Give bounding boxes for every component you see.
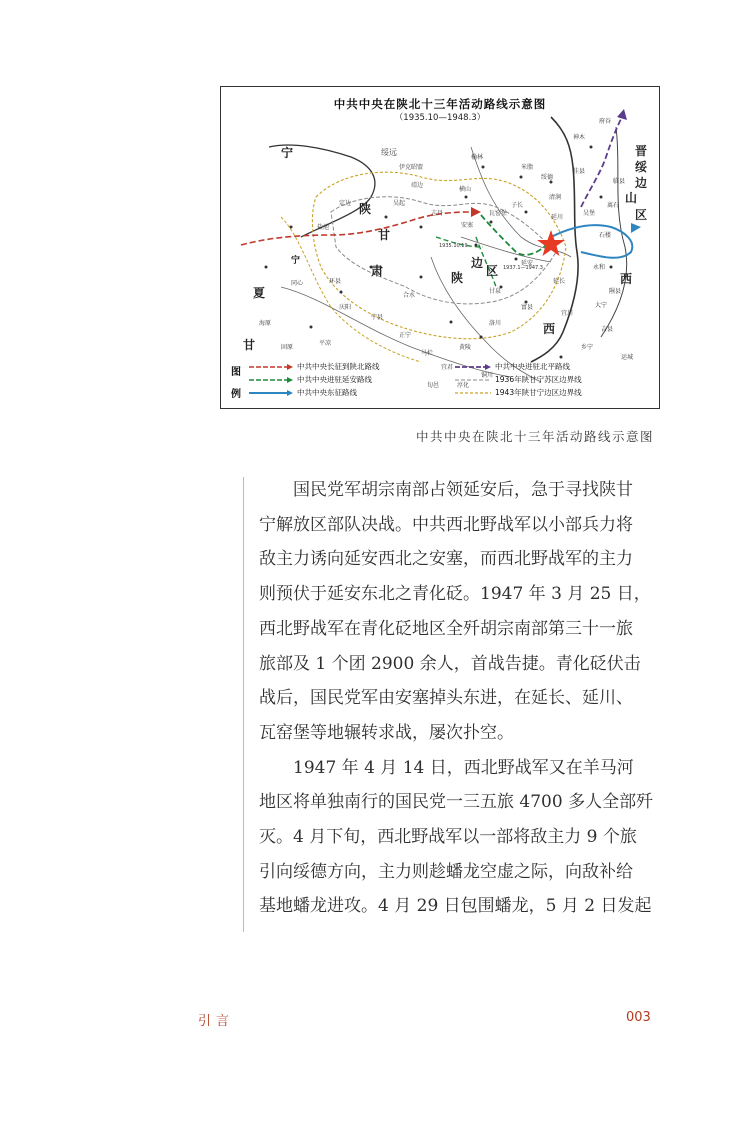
region-label: 山 xyxy=(625,191,638,205)
running-footer-section: 引言 xyxy=(198,1014,235,1029)
text-line: 灭。4 月下旬，西北野战军以一部将敌主力 9 个旅 xyxy=(259,827,637,848)
legend-label: 1943年陕甘宁边区边界线 xyxy=(495,388,582,397)
place-label: 同心 xyxy=(291,280,304,287)
place-label: 米脂 xyxy=(521,164,534,171)
region-label: 边 xyxy=(471,256,484,270)
place-label: 吴起 xyxy=(393,200,406,207)
place-label: 马栏 xyxy=(421,350,434,357)
text-line: 地区将单独南行的国民党一三五旅 4700 多人全部歼 xyxy=(259,792,654,813)
place-label: 黄陵 xyxy=(459,344,472,351)
place-label: 宜君 xyxy=(441,364,454,371)
text-line: 基地蟠龙进攻。4 月 29 日包围蟠龙，5 月 2 日发起 xyxy=(259,896,652,917)
region-label: 宁 xyxy=(281,146,294,160)
place-label: 旬邑 xyxy=(427,382,440,389)
eastern-arrow xyxy=(631,223,641,233)
legend-swatch xyxy=(249,363,293,371)
place-label: 横山 xyxy=(459,186,472,193)
place-label: 瓦窑堡 xyxy=(489,210,508,217)
legend-head: 图 xyxy=(231,367,241,378)
place-label: 石楼 xyxy=(599,232,612,239)
place-label: 府谷 xyxy=(599,118,612,125)
region-label: 边 xyxy=(635,176,648,190)
region-label: 晋 xyxy=(635,144,648,158)
place-label: 固原 xyxy=(281,344,294,351)
place-label: 靖边 xyxy=(411,182,424,189)
legend-label: 中共中央进驻北平路线 xyxy=(495,362,570,371)
region-label: 绥远 xyxy=(381,148,397,157)
place-label: 绥德 xyxy=(541,174,554,181)
place-label: 环县 xyxy=(329,278,342,285)
legend-item xyxy=(249,387,357,398)
legend-swatch xyxy=(249,389,293,397)
place-label: 永和 xyxy=(593,264,606,271)
route-date: 1935.10.19 xyxy=(439,243,468,249)
legend-label: 中共中央长征到陕北路线 xyxy=(297,362,380,371)
legend-swatch xyxy=(249,376,293,384)
boundary-1943-b xyxy=(281,217,421,362)
text-line: 1947 年 4 月 14 日，西北野战军又在羊马河 xyxy=(259,757,634,778)
paragraph-1 xyxy=(259,473,659,751)
legend-head: 例 xyxy=(231,389,241,400)
place-label: 宁县 xyxy=(371,314,384,321)
region-label: 陕 xyxy=(451,271,464,285)
legend-item xyxy=(455,374,582,385)
legend-item xyxy=(249,361,380,372)
place-label: 定边 xyxy=(339,200,352,207)
region-label: 夏 xyxy=(253,286,266,300)
place-label: 乡宁 xyxy=(581,344,594,351)
region-label: 陕 xyxy=(359,202,372,216)
margin-rule xyxy=(243,477,244,932)
place-label: 大宁 xyxy=(595,302,608,309)
region-label: 西 xyxy=(620,272,633,286)
place-label: 吉县 xyxy=(601,326,614,333)
place-label: 盐池 xyxy=(317,224,330,231)
peiping-route xyxy=(581,119,621,207)
place-label: 神木 xyxy=(573,134,586,141)
map-legend xyxy=(227,359,653,405)
place-label: 志丹 xyxy=(431,210,444,217)
place-label: 合水 xyxy=(403,292,416,299)
place-label: 离石 xyxy=(607,202,620,209)
place-label: 海原 xyxy=(259,320,272,327)
place-label: 临县 xyxy=(613,178,626,185)
place-label: 佳县 xyxy=(573,168,586,175)
map-subtitle: （1935.10—1948.3） xyxy=(394,113,486,123)
legend-swatch xyxy=(455,376,491,384)
region-label: 西 xyxy=(543,322,556,336)
place-label: 伊克昭盟 xyxy=(399,164,424,171)
place-label: 洛川 xyxy=(489,320,502,327)
place-label: 安塞 xyxy=(461,222,474,229)
figure-caption: 中共中央在陕北十三年活动路线示意图 xyxy=(415,429,654,444)
text-line: 战后，国民党军由安塞掉头东进，在延长、延川、 xyxy=(259,688,633,709)
region-label: 甘 xyxy=(378,228,391,242)
place-label: 运城 xyxy=(621,354,634,361)
place-label: 铜川 xyxy=(481,372,494,379)
legend-label: 1936年陕甘宁苏区边界线 xyxy=(495,375,582,384)
region-label: 区 xyxy=(635,208,648,222)
legend-label: 中共中央进驻延安路线 xyxy=(297,375,372,384)
place-label: 富县 xyxy=(521,304,534,311)
text-line: 宁解放区部队决战。中共西北野战军以小部兵力将 xyxy=(259,514,633,535)
place-label: 隰县 xyxy=(609,288,622,295)
place-label: 甘泉 xyxy=(489,288,502,295)
text-line: 敌主力诱向延安西北之安塞，而西北野战军的主力 xyxy=(259,549,633,570)
text-line: 瓦窑堡等地辗转求战，屡次扑空。 xyxy=(259,722,514,743)
region-label: 区 xyxy=(486,264,499,278)
place-label: 子长 xyxy=(511,202,524,209)
legend-label: 中共中央东征路线 xyxy=(297,388,357,397)
place-label: 庆阳 xyxy=(339,304,352,311)
text-line: 旅部及 1 个团 2900 余人，首战告捷。青化砭伏击 xyxy=(259,653,641,674)
legend-swatch xyxy=(455,389,491,397)
text-line: 国民党军胡宗南部占领延安后，急于寻找陕甘 xyxy=(259,480,633,500)
place-label: 清涧 xyxy=(549,194,562,201)
place-label: 榆林 xyxy=(471,154,484,161)
map-figure xyxy=(220,86,660,409)
legend-item xyxy=(455,387,582,398)
place-label: 延川 xyxy=(551,214,564,221)
text-line: 引向绥德方向，主力则趁蟠龙空虚之际，向敌补给 xyxy=(259,861,633,882)
map-title: 中共中央在陕北十三年活动路线示意图 xyxy=(333,97,547,111)
region-label: 绥 xyxy=(635,160,648,174)
page-number: 003 xyxy=(626,1010,651,1025)
place-label: 淳化 xyxy=(457,382,470,389)
route-date: 1937.1—1947.3 xyxy=(503,265,543,271)
legend-item xyxy=(249,374,372,385)
region-label: 甘 xyxy=(243,338,256,352)
text-line: 则预伏于延安东北之青化砭。1947 年 3 月 25 日， xyxy=(259,584,651,605)
place-label: 延长 xyxy=(553,278,566,285)
region-label: 宁 xyxy=(291,256,301,266)
region-label: 肃 xyxy=(371,264,384,278)
place-label: 吴堡 xyxy=(583,210,596,217)
body-text xyxy=(259,473,659,924)
place-label: 宜川 xyxy=(561,310,574,317)
paragraph-2 xyxy=(259,751,659,925)
legend-item xyxy=(455,361,570,372)
long-march-arrow xyxy=(471,207,481,217)
text-line: 西北野战军在青化砭地区全歼胡宗南部第三十一旅 xyxy=(259,618,633,639)
place-label: 延安 xyxy=(521,260,534,267)
place-label: 平凉 xyxy=(319,340,332,347)
place-label: 正宁 xyxy=(399,332,412,339)
legend-swatch xyxy=(455,363,491,371)
